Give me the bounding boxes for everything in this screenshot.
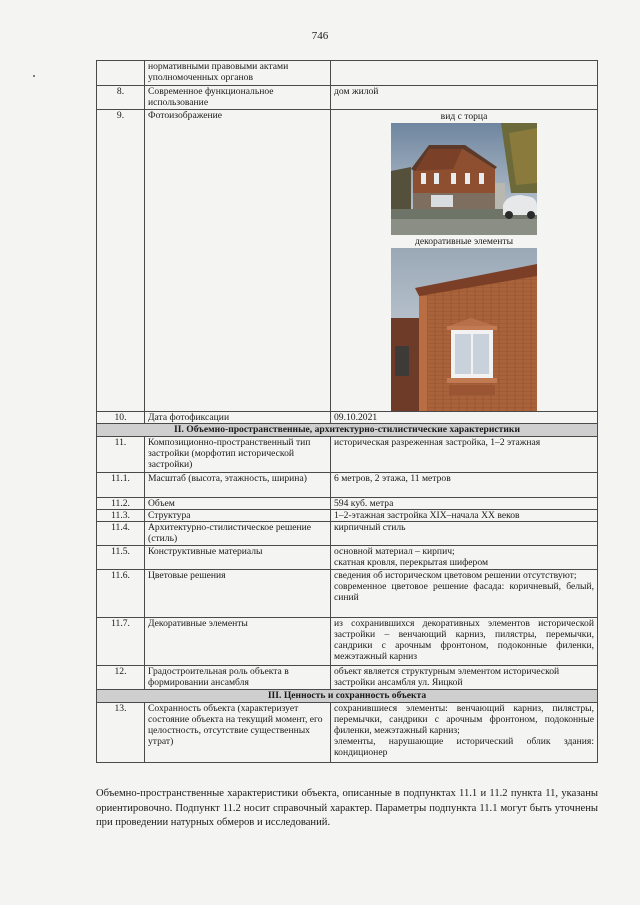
row-number: 11.5.: [97, 546, 145, 570]
row-label: Декоративные элементы: [145, 618, 331, 666]
row-number: 8.: [97, 86, 145, 110]
row-number: 10.: [97, 412, 145, 424]
row-label: Конструктивные материалы: [145, 546, 331, 570]
table-row: [97, 666, 598, 690]
value-line: современное цветовое решение фасада: коричневый, белый, синий: [334, 581, 594, 603]
house-end-view-photo: [391, 123, 537, 235]
row-value: [331, 61, 598, 86]
footnote: Объемно-пространственные характеристики объекта, описанные в подпунктах 11.1 и 11.2 пункта 11, указаны ориентировочно. Подпункт 11.2 носит справочный характер. Параметры подпункта 11.1 могут быть уточнены при проведении натурных обмеров и исследований.: [96, 788, 598, 828]
table-row: [97, 437, 598, 473]
table-row: [97, 412, 598, 424]
row-label: Современное функциональное использование: [145, 86, 331, 110]
table-row: [97, 570, 598, 618]
row-number: 11.: [97, 437, 145, 473]
row-number: 12.: [97, 666, 145, 690]
row-value: кирпичный стиль: [331, 522, 598, 546]
row-label: Масштаб (высота, этажность, ширина): [145, 473, 331, 498]
row-value: историческая разреженная застройка, 1–2 этажная: [331, 437, 598, 473]
row-label: нормативными правовыми актами уполномоченных органов: [145, 61, 331, 86]
row-number: 11.3.: [97, 510, 145, 522]
table-row: [97, 703, 598, 763]
row-number: [97, 61, 145, 86]
value-line: сведения об историческом цветовом решении отсутствуют;: [334, 570, 577, 581]
row-label: Сохранность объекта (характеризует состояние объекта на текущий момент, его целостность, отсутствие существенных утрат): [145, 703, 331, 763]
photo-caption: вид с торца: [440, 111, 488, 122]
row-number: 11.2.: [97, 498, 145, 510]
row-number: 11.4.: [97, 522, 145, 546]
row-number: 11.1.: [97, 473, 145, 498]
table-row: [97, 522, 598, 546]
row-label: Фотоизображение: [145, 110, 331, 412]
row-label: Цветовые решения: [145, 570, 331, 618]
row-value: 594 куб. метра: [331, 498, 598, 510]
table-row: [97, 473, 598, 498]
row-label: Градостроительная роль объекта в формировании ансамбля: [145, 666, 331, 690]
row-value: 1–2-этажная застройка XIX–начала XX веков: [331, 510, 598, 522]
row-value: 09.10.2021: [331, 412, 598, 424]
value-line: скатная кровля, перекрытая шифером: [334, 557, 489, 568]
row-number: 9.: [97, 110, 145, 412]
section-header: [97, 424, 598, 437]
row-value: из сохранившихся декоративных элементов исторической застройки – венчающий карниз, пилястры, перемычки, сандрики с арочным фронтоном, подоконные филенки, межэтажный карниз: [331, 618, 598, 666]
section-title: II. Объемно-пространственные, архитектурно-стилистические характеристики: [97, 424, 598, 437]
value-line: основной материал – кирпич;: [334, 546, 455, 557]
row-label: Объем: [145, 498, 331, 510]
photo-caption: декоративные элементы: [414, 236, 514, 247]
row-number: 11.6.: [97, 570, 145, 618]
row-value: [331, 546, 598, 570]
section-title: III. Ценность и сохранность объекта: [97, 690, 598, 703]
table-row: [97, 510, 598, 522]
passport-table: [96, 60, 598, 763]
row-value: объект является структурным элементом исторической застройки ансамбля ул. Яицкой: [331, 666, 598, 690]
row-number: 13.: [97, 703, 145, 763]
row-label: Структура: [145, 510, 331, 522]
table-row: [97, 498, 598, 510]
row-value: дом жилой: [331, 86, 598, 110]
row-label: Архитектурно-стилистическое решение (стиль): [145, 522, 331, 546]
row-value: 6 метров, 2 этажа, 11 метров: [331, 473, 598, 498]
table-row: [97, 110, 598, 412]
row-value: [331, 703, 598, 763]
table-row: [97, 86, 598, 110]
table-row: [97, 61, 598, 86]
value-line: элементы, нарушающие исторический облик здания: кондиционер: [334, 736, 594, 758]
row-value: [331, 570, 598, 618]
page-number: 746: [311, 30, 329, 42]
scan-speck: [33, 75, 35, 77]
section-header: [97, 690, 598, 703]
row-label: Композиционно-пространственный тип застройки (морфотип исторической застройки): [145, 437, 331, 473]
row-label: Дата фотофиксации: [145, 412, 331, 424]
table-row: [97, 546, 598, 570]
photo-cell: [331, 110, 598, 412]
table-row: [97, 618, 598, 666]
row-number: 11.7.: [97, 618, 145, 666]
value-line: сохранившиеся элементы: венчающий карниз, пилястры, перемычки, сандрики с арочным фронтоном, подоконные филенки, межэтажный карниз;: [334, 703, 594, 736]
decorative-elements-photo: [391, 248, 537, 411]
